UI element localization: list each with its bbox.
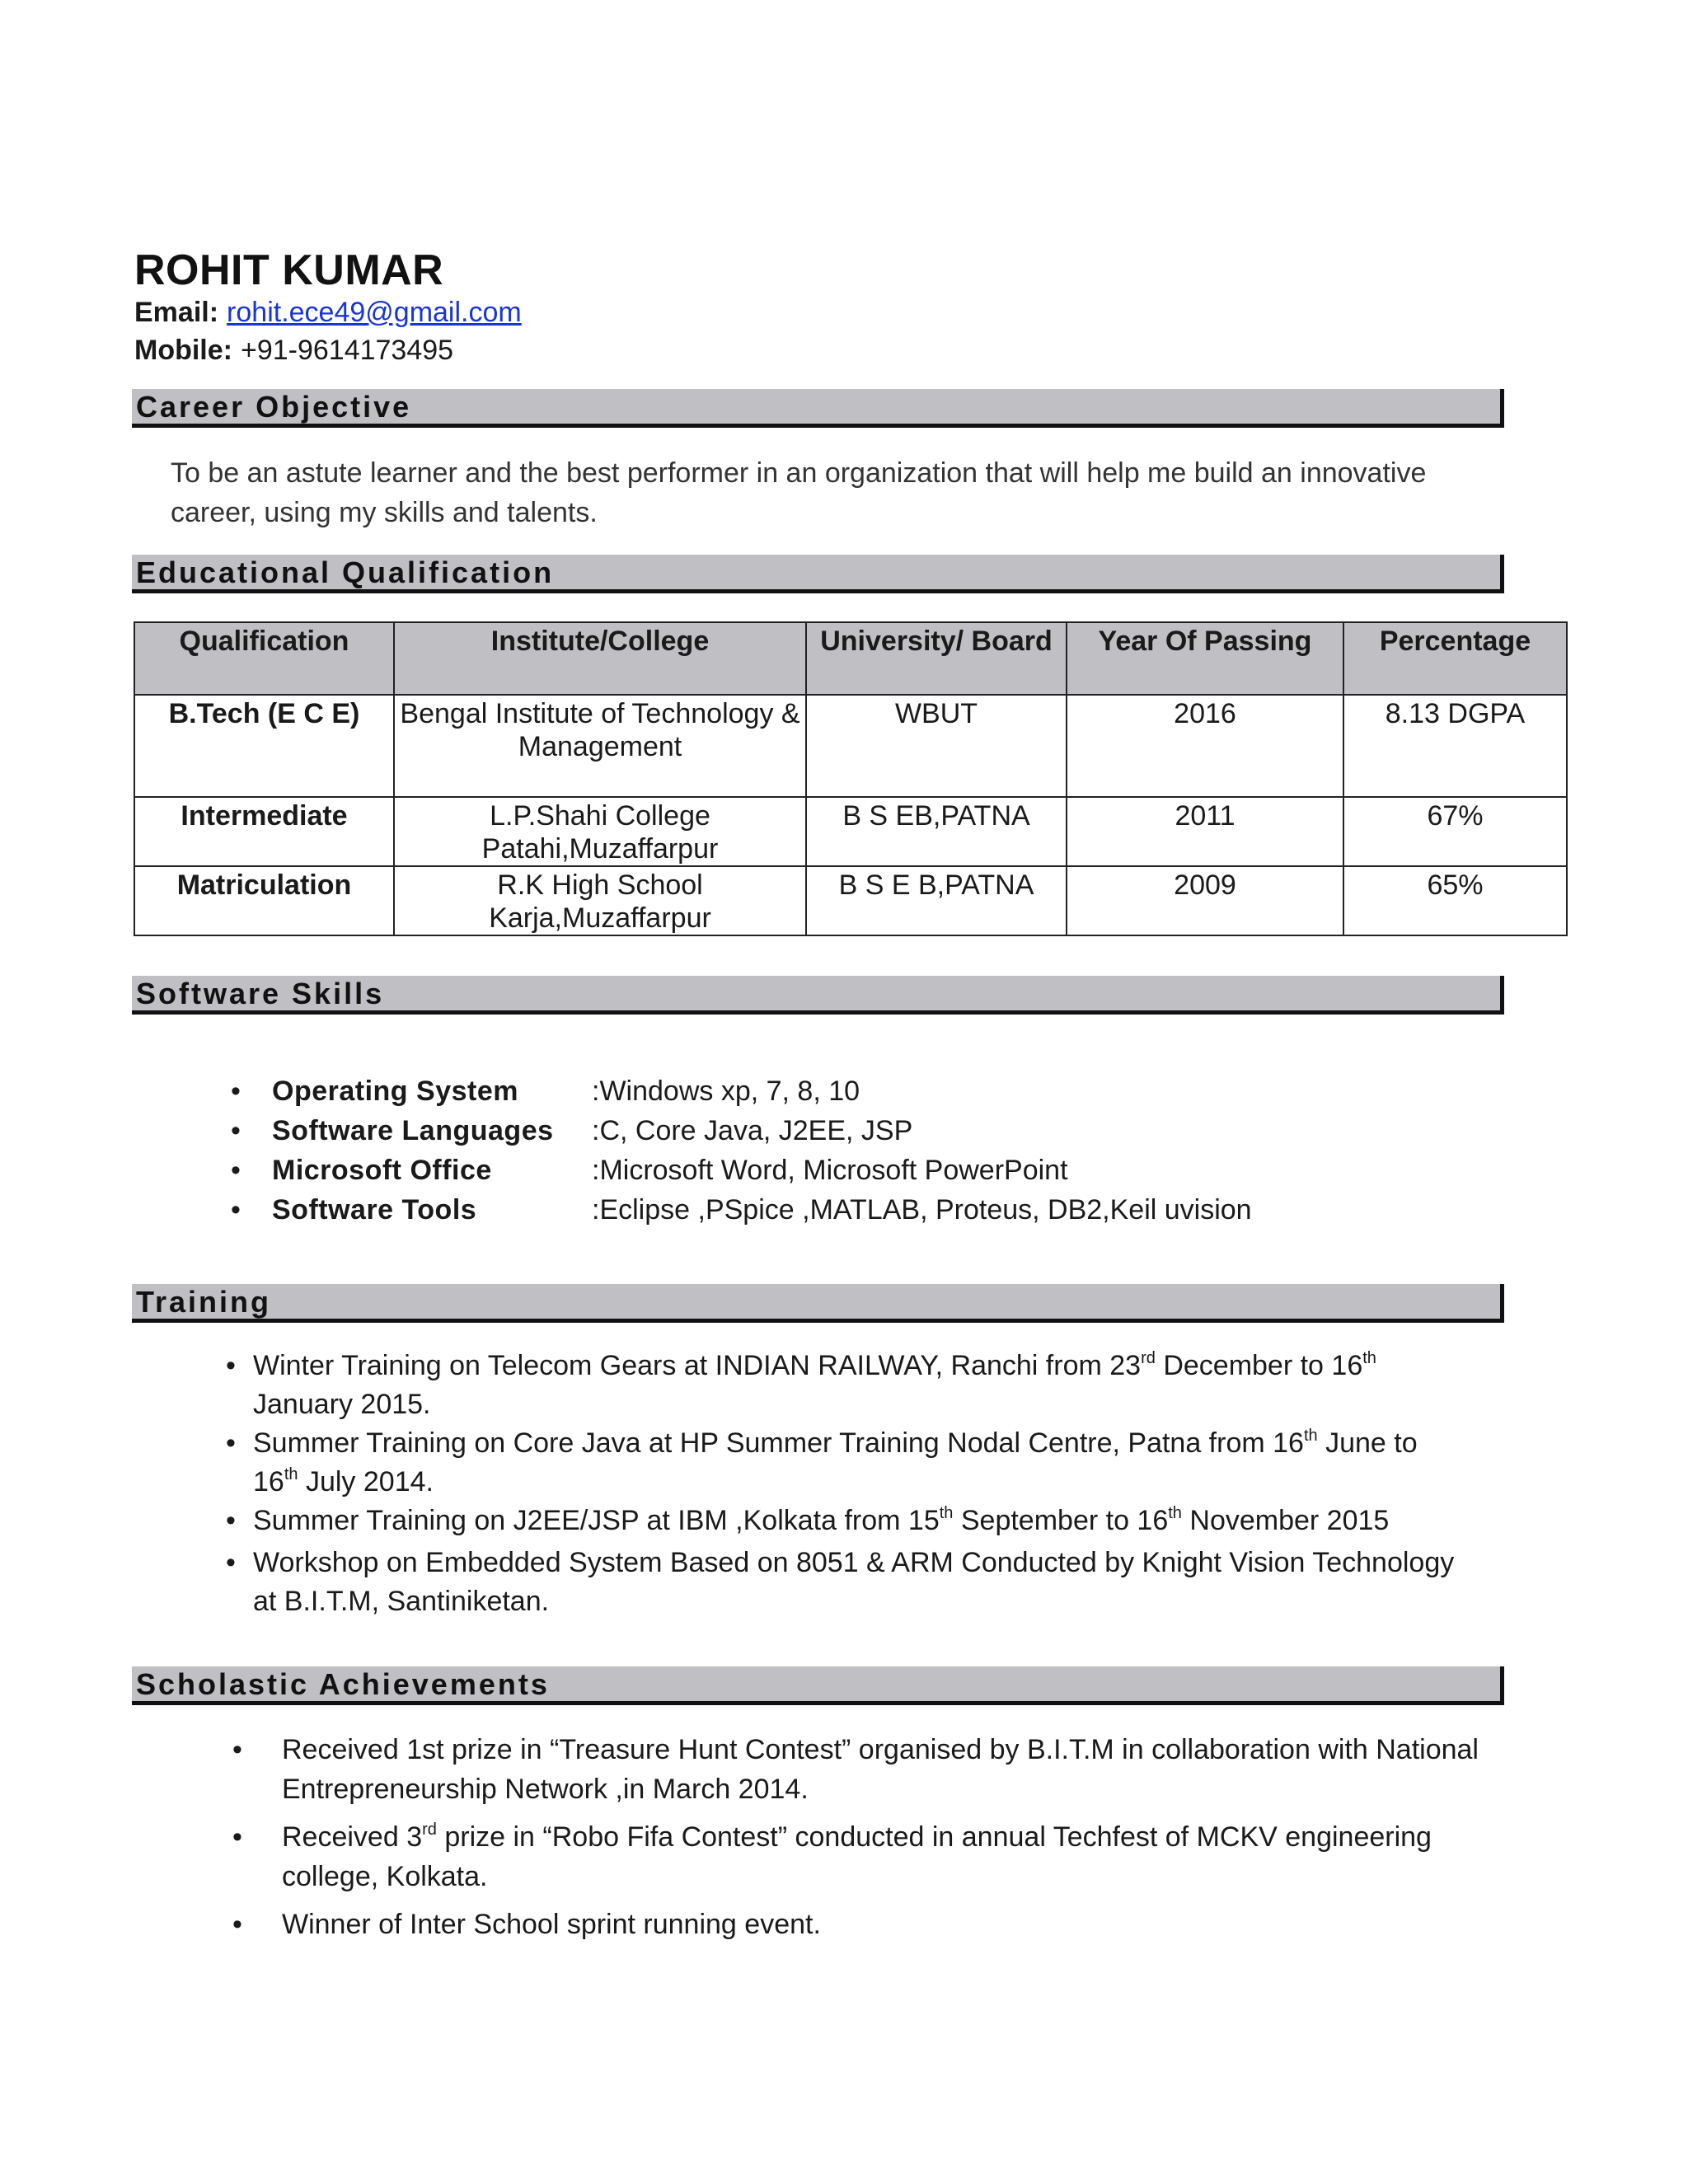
email-line (134, 297, 522, 329)
skill-value: :Windows xp, 7, 8, 10 (592, 1076, 860, 1107)
table-header: Qualification (134, 622, 394, 695)
institute-cell: L.P.Shahi College Patahi,Muzaffarpur (394, 797, 806, 866)
list-item: • Winter Training on Telecom Gears at INDIAN RAILWAY, Ranchi from 23rd December to 16th January 2015. (0, 1347, 1465, 1424)
bullet-icon: • (231, 1155, 241, 1186)
percentage-cell: 65% (1343, 866, 1567, 935)
table-row (134, 866, 1567, 935)
skill-label: Microsoft Office (272, 1155, 492, 1186)
table-row (134, 797, 1567, 866)
email-link[interactable]: rohit.ece49@gmail.com (227, 297, 522, 328)
qualification-cell: Matriculation (134, 866, 394, 935)
mobile-number: +91-9614173495 (240, 335, 454, 366)
education-table (134, 621, 1568, 936)
candidate-name: ROHIT KUMAR (134, 246, 444, 294)
skill-value: :C, Core Java, J2EE, JSP (592, 1115, 913, 1146)
table-header-row (134, 622, 1567, 695)
mobile-label: Mobile: (134, 335, 232, 366)
institute-cell: R.K High School Karja,Muzaffarpur (394, 866, 806, 935)
section-heading-education: Educational Qualification (132, 555, 1504, 593)
bullet-icon: • (226, 1505, 236, 1536)
year-cell: 2009 (1067, 866, 1343, 935)
skill-label: Operating System (272, 1076, 518, 1107)
skill-label: Software Languages (272, 1115, 554, 1146)
year-cell: 2011 (1067, 797, 1343, 866)
list-item: • Winner of Inter School sprint running event. (0, 1905, 1493, 1944)
skills-list (0, 1071, 1688, 1230)
section-heading-career: Career Objective (132, 389, 1504, 428)
list-item: • Workshop on Embedded System Based on 8051 & ARM Conducted by Knight Vision Technology at B.I.T.M, Santiniketan. (0, 1544, 1465, 1621)
email-label: Email: (134, 297, 219, 328)
list-item: • Received 1st prize in “Treasure Hunt Contest” organised by B.I.T.M in collaboration with National Entrepreneurship Network ,in March 2014. (0, 1730, 1493, 1809)
mobile-line (134, 335, 453, 367)
percentage-cell: 67% (1343, 797, 1567, 866)
section-heading-scholastic: Scholastic Achievements (132, 1666, 1504, 1705)
list-item (0, 1071, 1688, 1111)
skill-value: :Microsoft Word, Microsoft PowerPoint (592, 1155, 1068, 1186)
bullet-icon: • (231, 1115, 241, 1146)
list-item: • Summer Training on J2EE/JSP at IBM ,Kolkata from 15th September to 16th November 2015 (0, 1502, 1465, 1540)
achievements-list (0, 1730, 1688, 1952)
bullet-icon: • (231, 1076, 241, 1107)
board-cell: WBUT (806, 695, 1067, 797)
bullet-icon: • (232, 1821, 242, 1853)
bullet-icon: • (226, 1427, 236, 1459)
skill-label: Software Tools (272, 1194, 477, 1226)
table-header: University/ Board (806, 622, 1067, 695)
list-item: • Received 3rd prize in “Robo Fifa Contest” conducted in annual Techfest of MCKV engineering college, Kolkata. (0, 1817, 1493, 1896)
list-item (0, 1190, 1688, 1230)
bullet-icon: • (232, 1909, 242, 1940)
table-header: Year Of Passing (1067, 622, 1343, 695)
bullet-icon: • (226, 1547, 236, 1578)
table-header: Percentage (1343, 622, 1567, 695)
percentage-cell: 8.13 DGPA (1343, 695, 1567, 797)
year-cell: 2016 (1067, 695, 1343, 797)
skill-value: :Eclipse ,PSpice ,MATLAB, Proteus, DB2,Keil uvision (592, 1194, 1252, 1226)
list-item (0, 1111, 1688, 1151)
list-item: • Summer Training on Core Java at HP Summer Training Nodal Centre, Patna from 16th June to 16th July 2014. (0, 1424, 1465, 1502)
training-list (0, 1347, 1688, 1621)
list-item (0, 1151, 1688, 1190)
qualification-cell: Intermediate (134, 797, 394, 866)
table-header: Institute/College (394, 622, 806, 695)
qualification-cell: B.Tech (E C E) (134, 695, 394, 797)
bullet-icon: • (232, 1734, 242, 1765)
section-heading-training: Training (132, 1284, 1504, 1323)
institute-cell: Bengal Institute of Technology & Management (394, 695, 806, 797)
table-row (134, 695, 1567, 797)
board-cell: B S EB,PATNA (806, 797, 1067, 866)
bullet-icon: • (226, 1350, 236, 1381)
bullet-icon: • (231, 1194, 241, 1226)
board-cell: B S E B,PATNA (806, 866, 1067, 935)
section-heading-software: Software Skills (132, 976, 1504, 1015)
career-objective-text: To be an astute learner and the best performer in an organization that will help me build an innovative career, using my skills and talents. (171, 457, 1427, 528)
